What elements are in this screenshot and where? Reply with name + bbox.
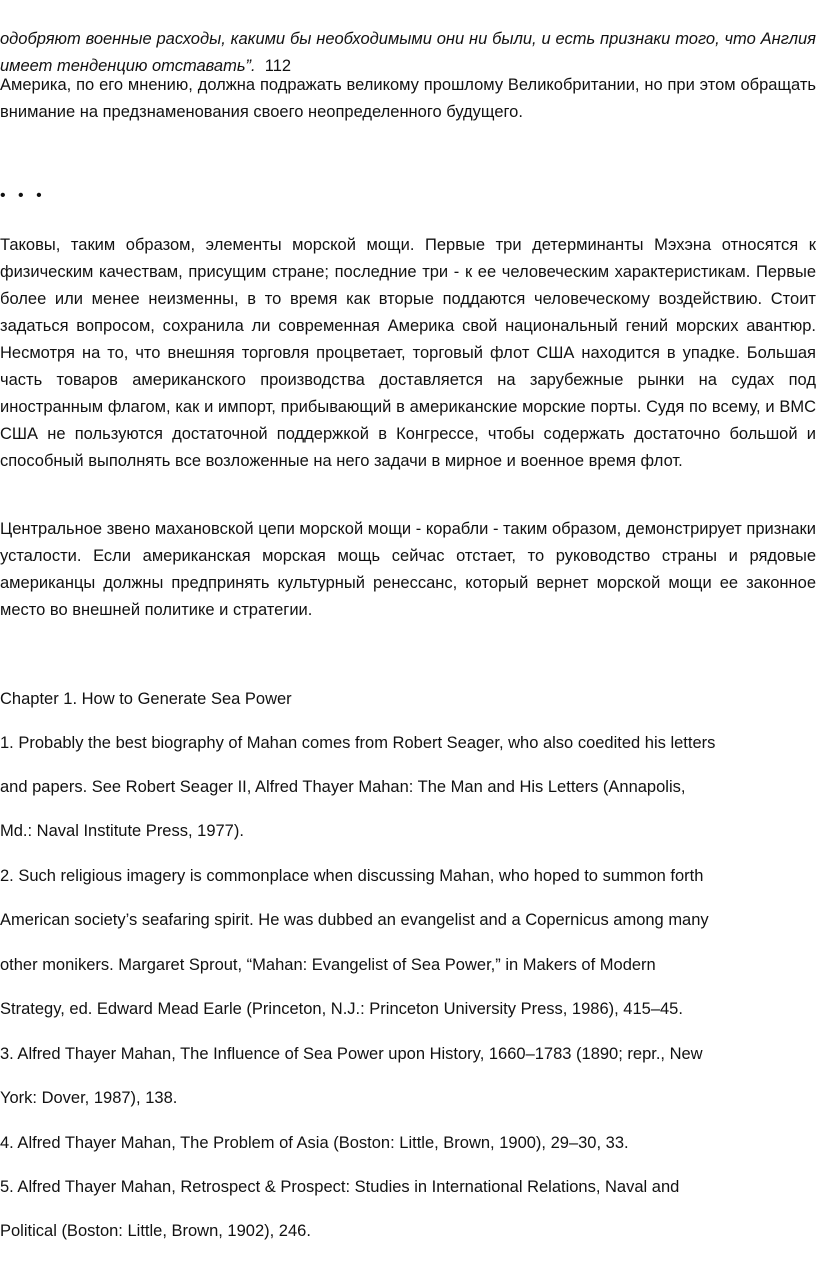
section-separator: • • •	[0, 187, 46, 204]
note-line: Strategy, ed. Edward Mead Earle (Princeton, N.J.: Princeton University Press, 1986), 415–45.	[0, 1000, 683, 1018]
note-line: 2. Such religious imagery is commonplace when discussing Mahan, who hoped to summon forth	[0, 867, 704, 885]
intro-reference-number: 112	[264, 57, 292, 75]
note-line: and papers. See Robert Seager II, Alfred Thayer Mahan: The Man and His Letters (Annapolis,	[0, 778, 686, 796]
note-line: Md.: Naval Institute Press, 1977).	[0, 822, 244, 840]
paragraph-sea-power-elements: Таковы, таким образом, элементы морской мощи. Первые три детерминанты Мэхэна относятся к физическим качествам, присущим стране; последние три - к ее человеческим характеристикам. Первые более или менее неизменны, в то время как вторые поддаются человеческому воздействию. Стоит задаться вопросом, сохранила ли современная Америка свой национальный гений морских авантюр. Несмотря на то, что внешняя торговля процветает, торговый флот США находится в упадке. Большая часть товаров американского производства доставляется на зарубежные рынки на судах под иностранным флагом, как и импорт, прибывающий в американские морские порты. Судя по всему, и ВМС США не пользуются достаточной поддержкой в Конгрессе, чтобы содержать достаточно большой и способный выполнять все возложенные на него задачи в мирное и военное время флот.	[0, 236, 816, 470]
note-line: American society’s seafaring spirit. He was dubbed an evangelist and a Copernicus among many	[0, 911, 709, 929]
note-line: 5. Alfred Thayer Mahan, Retrospect & Prospect: Studies in International Relations, Naval and	[0, 1178, 680, 1196]
note-line: York: Dover, 1987), 138.	[0, 1089, 178, 1107]
paragraph-central-link: Центральное звено махановской цепи морской мощи - корабли - таким образом, демонстрирует признаки усталости. Если американская морская мощь сейчас отстает, то руководство страны и рядовые американцы должны предпринять культурный ренессанс, который вернет морской мощи ее законное место во внешней политике и стратегии.	[0, 520, 816, 619]
intro-quote-text: одобряют военные расходы, какими бы необходимыми они ни были, и есть признаки того, что Англия имеет тенденцию отставать”.	[0, 30, 816, 75]
notes-chapter-title: Chapter 1. How to Generate Sea Power	[0, 690, 292, 708]
paragraph-america-opinion: Америка, по его мнению, должна подражать великому прошлому Великобритании, но при этом обращать внимание на предзнаменования своего неопределенного будущего.	[0, 76, 816, 121]
note-line: Political (Boston: Little, Brown, 1902), 246.	[0, 1222, 311, 1240]
note-line: 4. Alfred Thayer Mahan, The Problem of Asia (Boston: Little, Brown, 1900), 29–30, 33.	[0, 1134, 629, 1152]
note-line: other monikers. Margaret Sprout, “Mahan: Evangelist of Sea Power,” in Makers of Modern	[0, 956, 656, 974]
note-line: 3. Alfred Thayer Mahan, The Influence of Sea Power upon History, 1660–1783 (1890; repr., New	[0, 1045, 703, 1063]
note-line: 1. Probably the best biography of Mahan comes from Robert Seager, who also coedited his letters	[0, 734, 716, 752]
